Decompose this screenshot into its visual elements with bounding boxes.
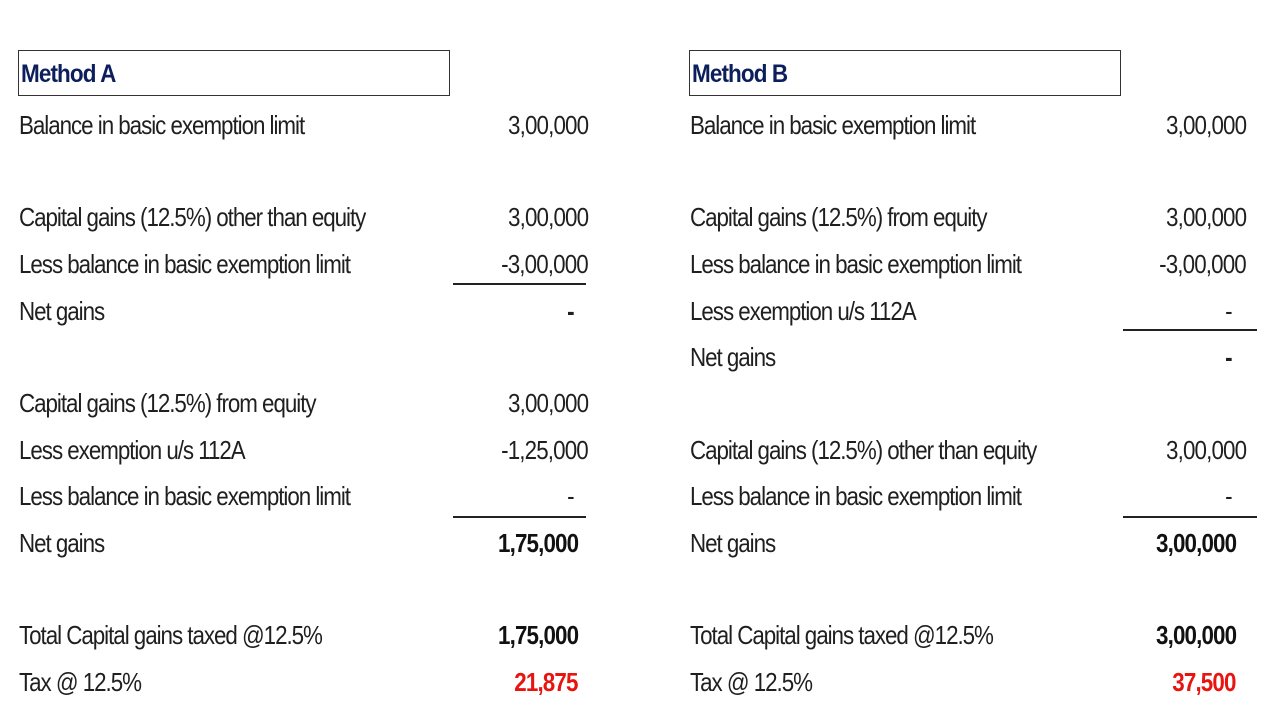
row-label: Less exemption u/s 112A [690, 296, 916, 326]
subtotal-rule [453, 516, 586, 518]
row-value: 3,00,000 [1155, 528, 1236, 558]
row-cg-from-equity [18, 386, 588, 420]
row-less-basic-exemption [689, 247, 1246, 281]
method-a-title: Method A [21, 60, 116, 88]
subtotal-rule [1123, 329, 1257, 331]
row-label: Net gains [19, 528, 105, 558]
row-value: 3,00,000 [1165, 110, 1246, 140]
subtotal-rule [1123, 516, 1257, 518]
row-tax [689, 665, 1246, 699]
row-basic-exemption-balance [18, 108, 588, 142]
row-label: Total Capital gains taxed @12.5% [690, 620, 993, 650]
row-cg-other-than-equity [18, 200, 588, 234]
row-value: 3,00,000 [507, 388, 588, 418]
row-value: 3,00,000 [1165, 435, 1246, 465]
row-total-cg-taxed [18, 618, 588, 652]
row-value: -1,25,000 [501, 435, 588, 465]
row-label: Net gains [690, 342, 776, 372]
row-less-exemption-112a [18, 433, 588, 467]
row-label: Capital gains (12.5%) other than equity [690, 435, 1037, 465]
method-b-title: Method B [692, 60, 788, 88]
row-less-basic-exemption [18, 479, 588, 513]
row-label: Capital gains (12.5%) other than equity [19, 202, 366, 232]
row-total-cg-taxed [689, 618, 1246, 652]
row-label: Net gains [19, 296, 105, 326]
row-label: Less exemption u/s 112A [19, 435, 245, 465]
row-value: 1,75,000 [497, 528, 578, 558]
method-a-panel [18, 0, 638, 720]
tax-amount: 21,875 [514, 667, 578, 697]
row-label: Net gains [690, 528, 776, 558]
row-label: Less balance in basic exemption limit [690, 481, 1021, 511]
row-value: 3,00,000 [1165, 202, 1246, 232]
row-cg-from-equity [689, 200, 1246, 234]
row-tax [18, 665, 588, 699]
row-label: Balance in basic exemption limit [690, 110, 976, 140]
row-net-gains [18, 294, 588, 328]
row-value: - [1225, 342, 1232, 372]
row-value: -3,00,000 [501, 249, 588, 279]
method-b-panel [689, 0, 1280, 720]
row-less-basic-exemption [689, 479, 1246, 513]
row-cg-other-than-equity [689, 433, 1246, 467]
row-net-gains [689, 340, 1246, 374]
row-value: 1,75,000 [497, 620, 578, 650]
row-value: - [567, 296, 574, 326]
row-value: - [1225, 481, 1232, 511]
row-less-exemption-112a [689, 294, 1246, 328]
subtotal-rule [453, 283, 586, 285]
method-a-title-box [18, 50, 450, 96]
row-less-basic-exemption [18, 247, 588, 281]
row-value: 3,00,000 [1155, 620, 1236, 650]
row-value: - [1225, 296, 1232, 326]
row-label: Tax @ 12.5% [19, 667, 141, 697]
row-value: 3,00,000 [507, 202, 588, 232]
tax-amount: 37,500 [1172, 667, 1236, 697]
method-b-title-box [689, 50, 1121, 96]
row-value: 3,00,000 [507, 110, 588, 140]
row-label: Less balance in basic exemption limit [19, 481, 350, 511]
row-basic-exemption-balance [689, 108, 1246, 142]
row-label: Capital gains (12.5%) from equity [19, 388, 316, 418]
row-label: Tax @ 12.5% [690, 667, 812, 697]
row-value: - [567, 481, 574, 511]
row-label: Capital gains (12.5%) from equity [690, 202, 987, 232]
row-net-gains [18, 526, 588, 560]
row-label: Less balance in basic exemption limit [19, 249, 350, 279]
row-net-gains [689, 526, 1246, 560]
row-label: Balance in basic exemption limit [19, 110, 305, 140]
row-label: Total Capital gains taxed @12.5% [19, 620, 322, 650]
row-label: Less balance in basic exemption limit [690, 249, 1021, 279]
row-value: -3,00,000 [1159, 249, 1246, 279]
